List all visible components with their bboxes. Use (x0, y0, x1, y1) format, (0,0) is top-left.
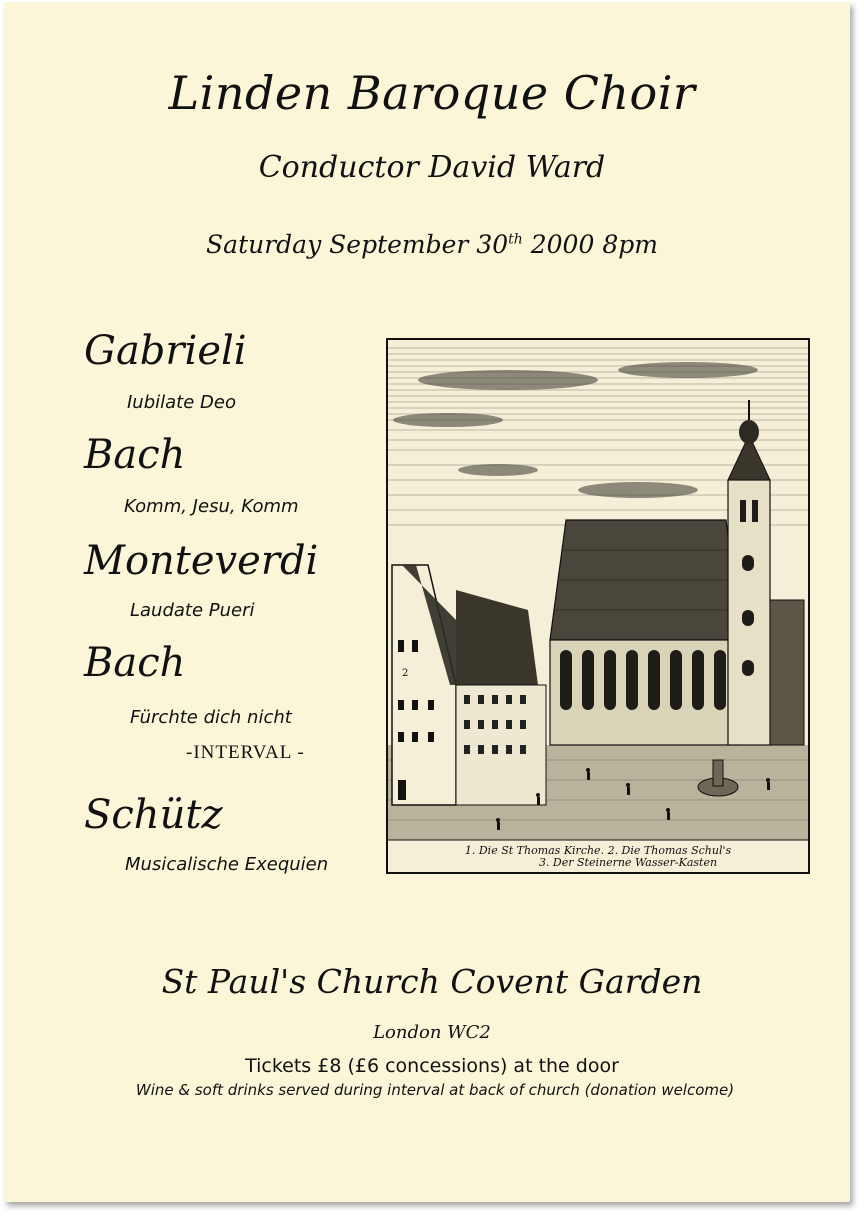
work-furchte-dich-nicht: Fürchte dich nicht (130, 707, 292, 728)
date-main: Saturday September 30 (206, 230, 509, 259)
ticket-info: Tickets £8 (£6 concessions) at the door (245, 1055, 619, 1077)
composer-schutz: Schütz (84, 792, 223, 838)
work-laudate-pueri: Laudate Pueri (130, 600, 255, 621)
work-musicalische-exequien: Musicalische Exequien (125, 854, 329, 875)
venue-name: St Paul's Church Covent Garden (161, 962, 703, 1001)
composer-bach-2: Bach (84, 640, 186, 686)
conductor-line: Conductor David Ward (258, 150, 606, 185)
concert-date (0, 230, 864, 259)
church-engraving (386, 338, 810, 874)
date-year-time: 2000 8pm (522, 230, 658, 259)
engraving-caption (394, 845, 802, 869)
church-engraving-drawing (388, 340, 808, 872)
interval-label: -INTERVAL - (186, 742, 305, 763)
work-iubilate-deo: Iubilate Deo (127, 392, 236, 413)
engraving-label-2: 2 (402, 668, 409, 679)
choir-title: Linden Baroque Choir (168, 66, 696, 120)
work-komm-jesu-komm: Komm, Jesu, Komm (124, 496, 299, 517)
composer-bach-1: Bach (84, 432, 186, 478)
venue-city: London WC2 (373, 1022, 491, 1043)
date-ordinal: th (508, 231, 523, 248)
engraving-caption-line-2: 3. Der Steinerne Wasser-Kasten (538, 856, 718, 869)
engraving-caption-line-1: 1. Die St Thomas Kirche. 2. Die Thomas Schul's (464, 844, 732, 857)
composer-monteverdi: Monteverdi (84, 538, 319, 584)
refreshments-note: Wine & soft drinks served during interval at back of church (donation welcome) (135, 1081, 735, 1099)
composer-gabrieli: Gabrieli (84, 328, 247, 374)
